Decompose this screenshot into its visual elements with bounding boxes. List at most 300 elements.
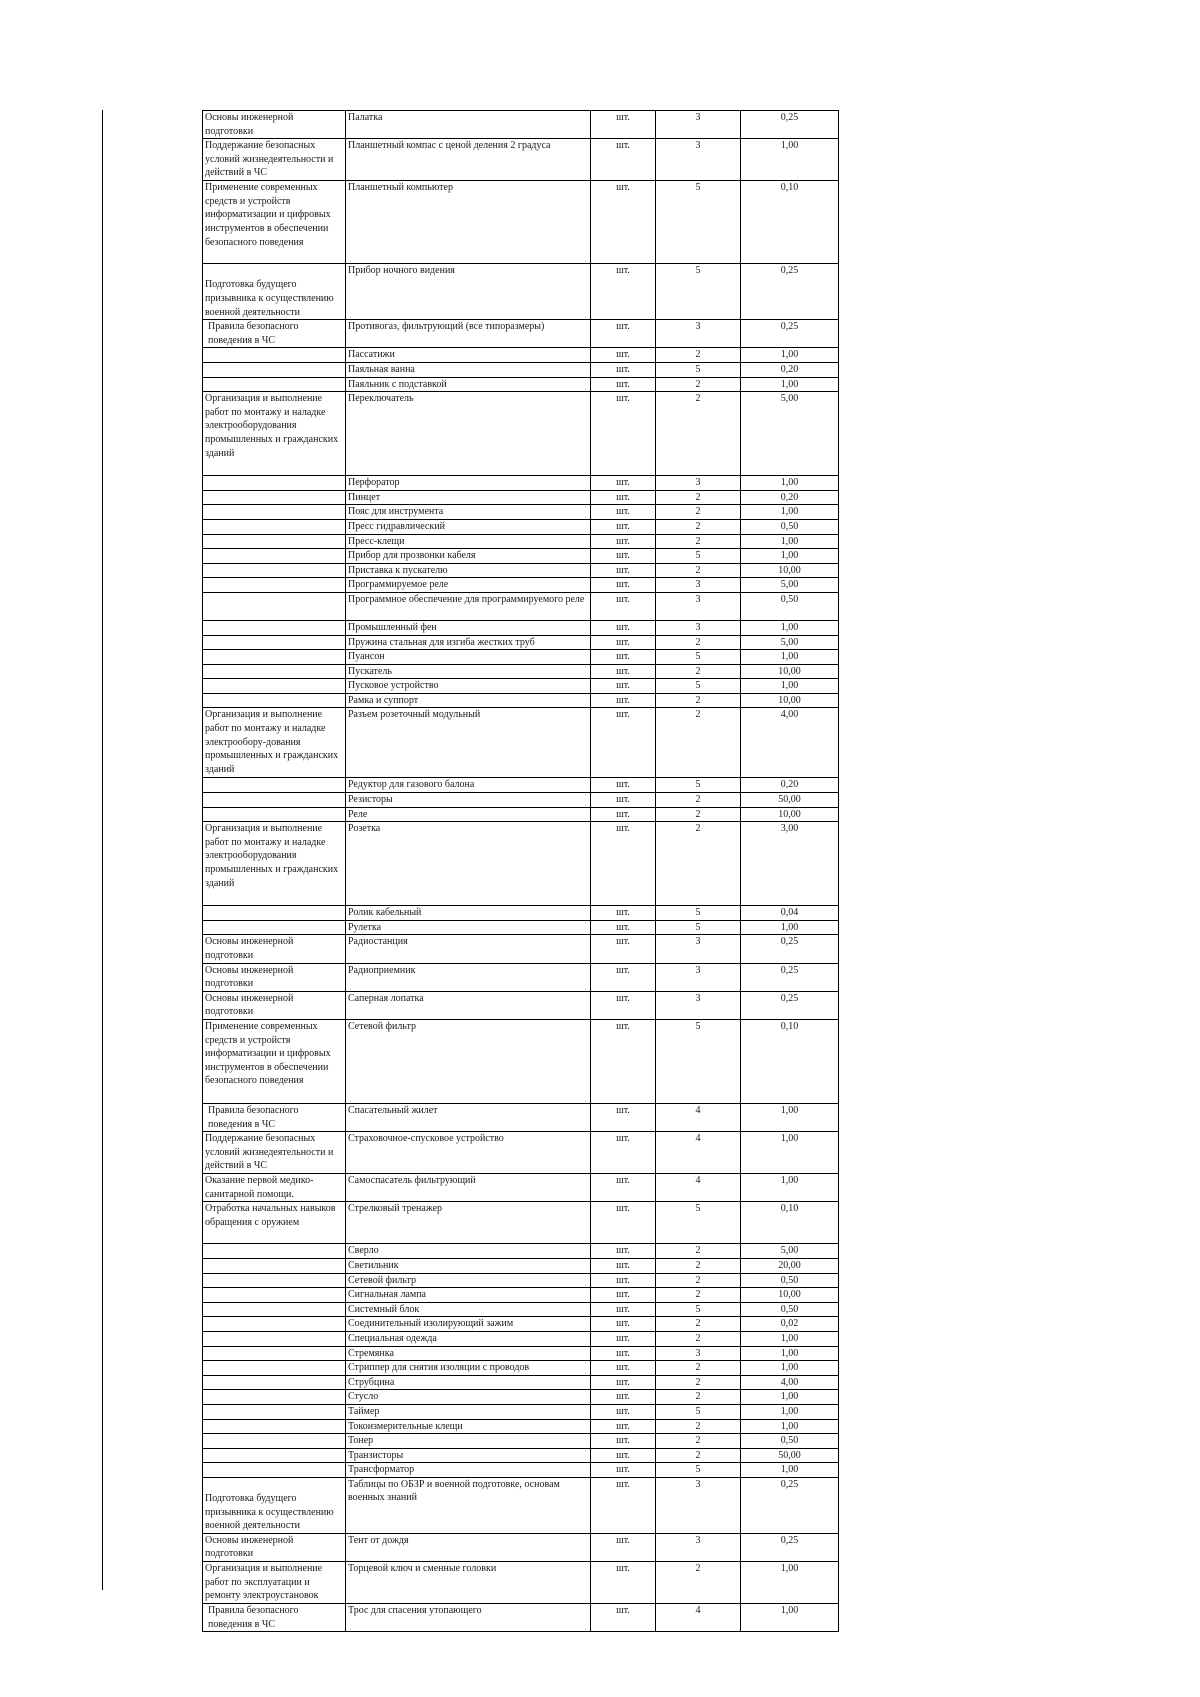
unit-cell: шт. <box>591 1331 656 1346</box>
quantity-cell: 5 <box>656 679 741 694</box>
value-cell: 0,02 <box>741 1317 839 1332</box>
item-name-cell: Сверло <box>346 1244 591 1259</box>
table-row <box>203 1288 839 1303</box>
item-name-cell: Прибор ночного видения <box>346 264 591 320</box>
table-row <box>203 1463 839 1478</box>
quantity-cell: 3 <box>656 991 741 1019</box>
value-cell: 5,00 <box>741 392 839 476</box>
quantity-cell: 5 <box>656 362 741 377</box>
subject-cell <box>203 362 346 377</box>
value-cell: 0,25 <box>741 264 839 320</box>
table-row <box>203 1404 839 1419</box>
quantity-cell: 3 <box>656 1533 741 1561</box>
value-cell: 1,00 <box>741 920 839 935</box>
unit-cell: шт. <box>591 1375 656 1390</box>
value-cell: 0,10 <box>741 181 839 264</box>
subject-cell <box>203 1258 346 1273</box>
table-row <box>203 635 839 650</box>
value-cell: 1,00 <box>741 348 839 363</box>
table-row <box>203 1477 839 1533</box>
item-name-cell: Разъем розеточный модульный <box>346 708 591 778</box>
value-cell: 5,00 <box>741 635 839 650</box>
quantity-cell: 5 <box>656 906 741 921</box>
item-name-cell: Перфоратор <box>346 476 591 491</box>
unit-cell: шт. <box>591 392 656 476</box>
subject-cell: Оказание первой медико-санитарной помощи. <box>203 1174 346 1202</box>
quantity-cell: 2 <box>656 807 741 822</box>
value-cell: 1,00 <box>741 1331 839 1346</box>
item-name-cell: Противогаз, фильтрующий (все типоразмеры) <box>346 320 591 348</box>
table-row <box>203 1562 839 1604</box>
unit-cell: шт. <box>591 1361 656 1376</box>
item-name-cell: Пружина стальная для изгиба жестких труб <box>346 635 591 650</box>
value-cell: 0,50 <box>741 1302 839 1317</box>
subject-cell <box>203 1346 346 1361</box>
quantity-cell: 2 <box>656 793 741 808</box>
value-cell: 1,00 <box>741 1419 839 1434</box>
item-name-cell: Специальная одежда <box>346 1331 591 1346</box>
item-name-cell: Пояс для инструмента <box>346 505 591 520</box>
value-cell: 0,25 <box>741 991 839 1019</box>
value-cell: 4,00 <box>741 708 839 778</box>
quantity-cell: 2 <box>656 563 741 578</box>
table-row <box>203 793 839 808</box>
subject-cell <box>203 1302 346 1317</box>
item-name-cell: Таймер <box>346 1404 591 1419</box>
item-name-cell: Планшетный компьютер <box>346 181 591 264</box>
value-cell: 1,00 <box>741 505 839 520</box>
unit-cell: шт. <box>591 693 656 708</box>
item-name-cell: Пуансон <box>346 650 591 665</box>
quantity-cell: 3 <box>656 476 741 491</box>
quantity-cell: 5 <box>656 264 741 320</box>
unit-cell: шт. <box>591 1419 656 1434</box>
value-cell: 1,00 <box>741 1132 839 1174</box>
inventory-table-body <box>203 111 839 1632</box>
unit-cell: шт. <box>591 519 656 534</box>
item-name-cell: Страховочное-спусковое устройство <box>346 1132 591 1174</box>
quantity-cell: 4 <box>656 1604 741 1632</box>
table-row <box>203 181 839 264</box>
item-name-cell: Тент от дождя <box>346 1533 591 1561</box>
table-row <box>203 650 839 665</box>
item-name-cell: Рамка и суппорт <box>346 693 591 708</box>
unit-cell: шт. <box>591 1317 656 1332</box>
subject-cell: Правила безопасного поведения в ЧС <box>203 1104 346 1132</box>
value-cell: 1,00 <box>741 679 839 694</box>
table-row <box>203 578 839 593</box>
table-row <box>203 991 839 1019</box>
subject-cell <box>203 1448 346 1463</box>
item-name-cell: Сетевой фильтр <box>346 1273 591 1288</box>
subject-cell <box>203 519 346 534</box>
table-row <box>203 563 839 578</box>
item-name-cell: Самоспасатель фильтрующий <box>346 1174 591 1202</box>
quantity-cell: 2 <box>656 1562 741 1604</box>
subject-cell: Организация и выполнение работ по монтажу и наладке электрообору-дования промышленных и гражданских зданий <box>203 708 346 778</box>
value-cell: 0,25 <box>741 111 839 139</box>
item-name-cell: Таблицы по ОБЗР и военной подготовке, основам военных знаний <box>346 1477 591 1533</box>
value-cell: 1,00 <box>741 534 839 549</box>
subject-cell <box>203 1375 346 1390</box>
table-row <box>203 1419 839 1434</box>
unit-cell: шт. <box>591 793 656 808</box>
unit-cell: шт. <box>591 935 656 963</box>
quantity-cell: 3 <box>656 963 741 991</box>
table-row <box>203 592 839 620</box>
table-row <box>203 264 839 320</box>
item-name-cell: Пусковое устройство <box>346 679 591 694</box>
value-cell: 0,25 <box>741 935 839 963</box>
item-name-cell: Пассатижи <box>346 348 591 363</box>
quantity-cell: 2 <box>656 1375 741 1390</box>
quantity-cell: 2 <box>656 1390 741 1405</box>
unit-cell: шт. <box>591 991 656 1019</box>
item-name-cell: Планшетный компас с ценой деления 2 градуса <box>346 139 591 181</box>
unit-cell: шт. <box>591 708 656 778</box>
table-row <box>203 111 839 139</box>
table-row <box>203 1361 839 1376</box>
value-cell: 0,10 <box>741 1202 839 1244</box>
table-row <box>203 679 839 694</box>
quantity-cell: 2 <box>656 1273 741 1288</box>
item-name-cell: Трос для спасения утопающего <box>346 1604 591 1632</box>
left-margin-line <box>102 110 103 1590</box>
unit-cell: шт. <box>591 362 656 377</box>
value-cell: 10,00 <box>741 664 839 679</box>
subject-cell: Правила безопасного поведения в ЧС <box>203 1604 346 1632</box>
value-cell: 0,25 <box>741 1477 839 1533</box>
subject-cell <box>203 807 346 822</box>
table-row <box>203 664 839 679</box>
unit-cell: шт. <box>591 592 656 620</box>
item-name-cell: Стрелковый тренажер <box>346 1202 591 1244</box>
quantity-cell: 2 <box>656 377 741 392</box>
table-row <box>203 549 839 564</box>
value-cell: 0,10 <box>741 1020 839 1104</box>
subject-cell <box>203 906 346 921</box>
table-row <box>203 1202 839 1244</box>
table-row <box>203 1020 839 1104</box>
subject-cell <box>203 1390 346 1405</box>
table-row <box>203 822 839 906</box>
value-cell: 1,00 <box>741 1104 839 1132</box>
quantity-cell: 2 <box>656 1317 741 1332</box>
quantity-cell: 2 <box>656 822 741 906</box>
unit-cell: шт. <box>591 1244 656 1259</box>
value-cell: 0,20 <box>741 490 839 505</box>
item-name-cell: Пресс-клещи <box>346 534 591 549</box>
unit-cell: шт. <box>591 1174 656 1202</box>
value-cell: 0,20 <box>741 362 839 377</box>
subject-cell <box>203 693 346 708</box>
item-name-cell: Пресс гидравлический <box>346 519 591 534</box>
item-name-cell: Ролик кабельный <box>346 906 591 921</box>
table-row <box>203 778 839 793</box>
quantity-cell: 2 <box>656 519 741 534</box>
table-row <box>203 1273 839 1288</box>
table-row <box>203 490 839 505</box>
item-name-cell: Программное обеспечение для программируемого реле <box>346 592 591 620</box>
unit-cell: шт. <box>591 320 656 348</box>
subject-cell: Организация и выполнение работ по эксплуатации и ремонту электроустановок <box>203 1562 346 1604</box>
unit-cell: шт. <box>591 1302 656 1317</box>
table-row <box>203 1258 839 1273</box>
value-cell: 1,00 <box>741 650 839 665</box>
quantity-cell: 3 <box>656 320 741 348</box>
subject-cell: Основы инженерной подготовки <box>203 935 346 963</box>
quantity-cell: 5 <box>656 1404 741 1419</box>
table-row <box>203 1448 839 1463</box>
subject-cell: Поддержание безопасных условий жизнедеятельности и действий в ЧС <box>203 139 346 181</box>
value-cell: 10,00 <box>741 1288 839 1303</box>
quantity-cell: 4 <box>656 1174 741 1202</box>
unit-cell: шт. <box>591 490 656 505</box>
quantity-cell: 3 <box>656 1346 741 1361</box>
item-name-cell: Саперная лопатка <box>346 991 591 1019</box>
quantity-cell: 2 <box>656 664 741 679</box>
subject-cell <box>203 563 346 578</box>
quantity-cell: 5 <box>656 920 741 935</box>
value-cell: 0,25 <box>741 320 839 348</box>
value-cell: 0,04 <box>741 906 839 921</box>
subject-cell <box>203 920 346 935</box>
unit-cell: шт. <box>591 635 656 650</box>
quantity-cell: 4 <box>656 1132 741 1174</box>
value-cell: 0,50 <box>741 1273 839 1288</box>
quantity-cell: 3 <box>656 620 741 635</box>
table-row <box>203 476 839 491</box>
item-name-cell: Радиоприемник <box>346 963 591 991</box>
item-name-cell: Торцевой ключ и сменные головки <box>346 1562 591 1604</box>
value-cell: 50,00 <box>741 793 839 808</box>
subject-cell <box>203 348 346 363</box>
unit-cell: шт. <box>591 822 656 906</box>
subject-cell <box>203 1244 346 1259</box>
subject-cell <box>203 476 346 491</box>
unit-cell: шт. <box>591 1434 656 1449</box>
unit-cell: шт. <box>591 1273 656 1288</box>
value-cell: 0,50 <box>741 1434 839 1449</box>
table-row <box>203 1533 839 1561</box>
unit-cell: шт. <box>591 1604 656 1632</box>
item-name-cell: Светильник <box>346 1258 591 1273</box>
unit-cell: шт. <box>591 1448 656 1463</box>
quantity-cell: 5 <box>656 1020 741 1104</box>
value-cell: 1,00 <box>741 1346 839 1361</box>
item-name-cell: Резисторы <box>346 793 591 808</box>
item-name-cell: Переключатель <box>346 392 591 476</box>
unit-cell: шт. <box>591 664 656 679</box>
item-name-cell: Розетка <box>346 822 591 906</box>
quantity-cell: 3 <box>656 139 741 181</box>
subject-cell <box>203 1463 346 1478</box>
subject-cell <box>203 793 346 808</box>
item-name-cell: Сетевой фильтр <box>346 1020 591 1104</box>
unit-cell: шт. <box>591 1202 656 1244</box>
table-row <box>203 1331 839 1346</box>
subject-cell: Применение современных средств и устройств информатизации и цифровых инструментов в обеспечении безопасного поведения <box>203 181 346 264</box>
item-name-cell: Рулетка <box>346 920 591 935</box>
subject-cell <box>203 1361 346 1376</box>
quantity-cell: 5 <box>656 181 741 264</box>
subject-cell <box>203 620 346 635</box>
item-name-cell: Соединительный изолирующий зажим <box>346 1317 591 1332</box>
unit-cell: шт. <box>591 139 656 181</box>
subject-cell: Основы инженерной подготовки <box>203 1533 346 1561</box>
unit-cell: шт. <box>591 377 656 392</box>
unit-cell: шт. <box>591 1346 656 1361</box>
table-row <box>203 708 839 778</box>
subject-cell: Подготовка будущего призывника к осуществлению военной деятельности <box>203 1477 346 1533</box>
table-row <box>203 807 839 822</box>
unit-cell: шт. <box>591 620 656 635</box>
unit-cell: шт. <box>591 563 656 578</box>
quantity-cell: 2 <box>656 693 741 708</box>
value-cell: 1,00 <box>741 1174 839 1202</box>
subject-cell <box>203 490 346 505</box>
value-cell: 0,25 <box>741 1533 839 1561</box>
table-row <box>203 519 839 534</box>
quantity-cell: 2 <box>656 1419 741 1434</box>
value-cell: 1,00 <box>741 620 839 635</box>
table-row <box>203 505 839 520</box>
subject-cell <box>203 650 346 665</box>
quantity-cell: 2 <box>656 505 741 520</box>
table-row <box>203 693 839 708</box>
table-row <box>203 1104 839 1132</box>
table-row <box>203 906 839 921</box>
unit-cell: шт. <box>591 1562 656 1604</box>
unit-cell: шт. <box>591 1533 656 1561</box>
value-cell: 5,00 <box>741 578 839 593</box>
table-row <box>203 1390 839 1405</box>
quantity-cell: 2 <box>656 1434 741 1449</box>
subject-cell: Отработка начальных навыков обращения с оружием <box>203 1202 346 1244</box>
quantity-cell: 5 <box>656 778 741 793</box>
unit-cell: шт. <box>591 650 656 665</box>
unit-cell: шт. <box>591 963 656 991</box>
quantity-cell: 3 <box>656 935 741 963</box>
table-row <box>203 348 839 363</box>
value-cell: 1,00 <box>741 1604 839 1632</box>
subject-cell <box>203 1331 346 1346</box>
subject-cell: Подготовка будущего призывника к осуществлению военной деятельности <box>203 264 346 320</box>
unit-cell: шт. <box>591 264 656 320</box>
value-cell: 1,00 <box>741 1390 839 1405</box>
quantity-cell: 5 <box>656 1302 741 1317</box>
item-name-cell: Паяльная ванна <box>346 362 591 377</box>
value-cell: 1,00 <box>741 1404 839 1419</box>
item-name-cell: Стремянка <box>346 1346 591 1361</box>
subject-cell <box>203 1317 346 1332</box>
subject-cell <box>203 505 346 520</box>
item-name-cell: Тонер <box>346 1434 591 1449</box>
item-name-cell: Стриппер для снятия изоляции с проводов <box>346 1361 591 1376</box>
value-cell: 20,00 <box>741 1258 839 1273</box>
item-name-cell: Системный блок <box>346 1302 591 1317</box>
subject-cell <box>203 664 346 679</box>
quantity-cell: 4 <box>656 1104 741 1132</box>
table-row <box>203 1346 839 1361</box>
value-cell: 10,00 <box>741 693 839 708</box>
quantity-cell: 2 <box>656 348 741 363</box>
unit-cell: шт. <box>591 1020 656 1104</box>
quantity-cell: 2 <box>656 708 741 778</box>
value-cell: 0,50 <box>741 592 839 620</box>
item-name-cell: Струбцина <box>346 1375 591 1390</box>
value-cell: 1,00 <box>741 1361 839 1376</box>
item-name-cell: Токоизмерительные клещи <box>346 1419 591 1434</box>
table-row <box>203 139 839 181</box>
subject-cell <box>203 534 346 549</box>
table-row <box>203 1375 839 1390</box>
table-row <box>203 534 839 549</box>
item-name-cell: Редуктор для газового балона <box>346 778 591 793</box>
table-row <box>203 362 839 377</box>
subject-cell <box>203 1404 346 1419</box>
unit-cell: шт. <box>591 1477 656 1533</box>
item-name-cell: Транзисторы <box>346 1448 591 1463</box>
item-name-cell: Радиостанция <box>346 935 591 963</box>
quantity-cell: 5 <box>656 549 741 564</box>
table-row <box>203 1174 839 1202</box>
item-name-cell: Пинцет <box>346 490 591 505</box>
value-cell: 1,00 <box>741 476 839 491</box>
item-name-cell: Приставка к пускателю <box>346 563 591 578</box>
unit-cell: шт. <box>591 807 656 822</box>
value-cell: 5,00 <box>741 1244 839 1259</box>
unit-cell: шт. <box>591 1104 656 1132</box>
item-name-cell: Реле <box>346 807 591 822</box>
table-row <box>203 1244 839 1259</box>
subject-cell: Основы инженерной подготовки <box>203 111 346 139</box>
subject-cell: Основы инженерной подготовки <box>203 991 346 1019</box>
inventory-table <box>202 110 839 1632</box>
table-row <box>203 935 839 963</box>
unit-cell: шт. <box>591 348 656 363</box>
subject-cell <box>203 549 346 564</box>
table-row <box>203 620 839 635</box>
subject-cell <box>203 679 346 694</box>
table-row <box>203 1302 839 1317</box>
unit-cell: шт. <box>591 111 656 139</box>
unit-cell: шт. <box>591 181 656 264</box>
subject-cell <box>203 635 346 650</box>
quantity-cell: 3 <box>656 578 741 593</box>
quantity-cell: 2 <box>656 635 741 650</box>
item-name-cell: Промышленный фен <box>346 620 591 635</box>
quantity-cell: 2 <box>656 1361 741 1376</box>
value-cell: 50,00 <box>741 1448 839 1463</box>
quantity-cell: 3 <box>656 111 741 139</box>
quantity-cell: 2 <box>656 1288 741 1303</box>
unit-cell: шт. <box>591 920 656 935</box>
quantity-cell: 3 <box>656 1477 741 1533</box>
quantity-cell: 3 <box>656 592 741 620</box>
unit-cell: шт. <box>591 534 656 549</box>
subject-cell <box>203 1288 346 1303</box>
value-cell: 0,25 <box>741 963 839 991</box>
unit-cell: шт. <box>591 778 656 793</box>
subject-cell: Основы инженерной подготовки <box>203 963 346 991</box>
quantity-cell: 5 <box>656 650 741 665</box>
table-row <box>203 1434 839 1449</box>
unit-cell: шт. <box>591 1132 656 1174</box>
subject-cell <box>203 1419 346 1434</box>
subject-cell <box>203 1434 346 1449</box>
value-cell: 10,00 <box>741 563 839 578</box>
